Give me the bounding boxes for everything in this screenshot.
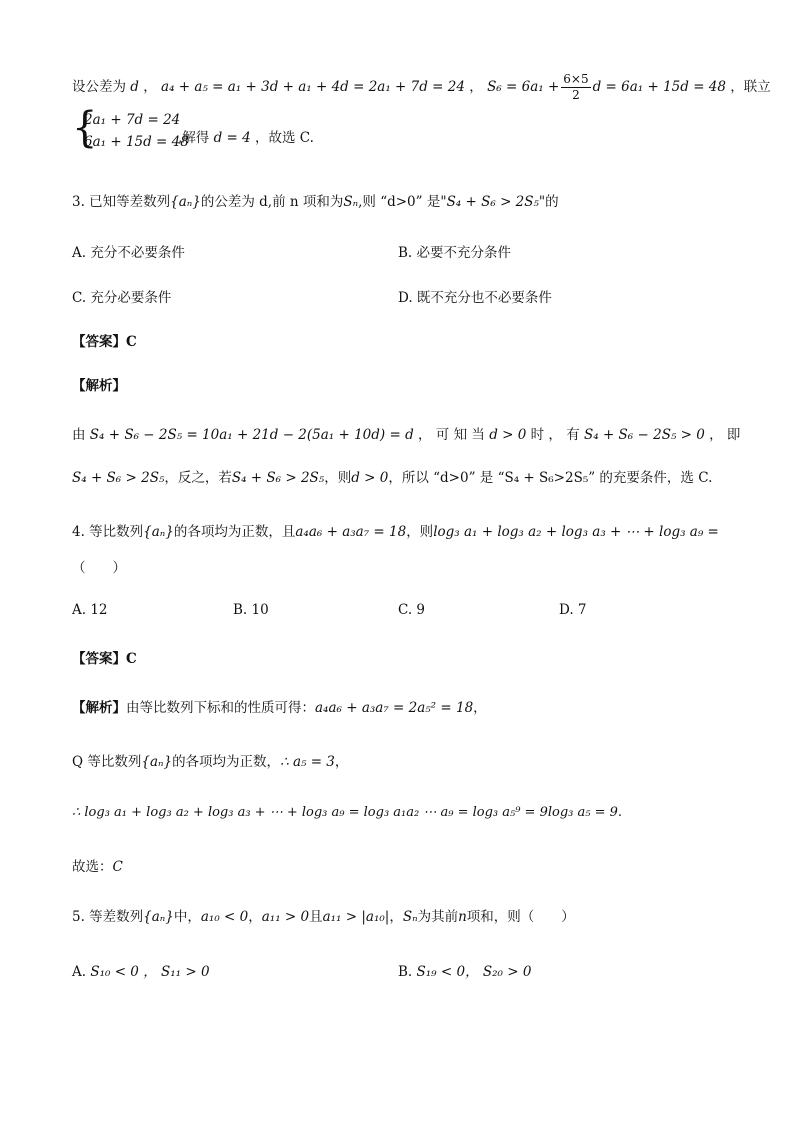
math-equation: S₄ + S₆ − 2S₅ > 0	[584, 427, 705, 443]
math-inequality: a₁₀ < 0	[200, 909, 249, 925]
option-b	[398, 960, 531, 980]
text: ，则	[406, 524, 434, 540]
text: 由等比数列下标和的性质可得：	[126, 700, 315, 716]
text: 的公差为 d,前 n 项和为	[200, 194, 344, 210]
text: ，则	[324, 470, 352, 486]
choice-line	[72, 855, 123, 875]
text: 设公差为	[72, 79, 126, 95]
option-c: C. 充分必要条件	[72, 290, 172, 306]
text: 项和，则（ ）	[466, 909, 575, 925]
analysis-label: 【解析】	[72, 378, 126, 394]
math-n: n	[458, 909, 467, 925]
text: 5. 等差数列	[72, 909, 144, 925]
analysis-line-2	[72, 466, 712, 486]
text: ，	[473, 700, 487, 716]
text: ，所以 “d>0” 是 “S₄ + S₆>2S₅” 的充要条件，选 C.	[388, 470, 713, 486]
option-label: A.	[72, 964, 87, 980]
option-a	[72, 960, 210, 980]
text: ，	[248, 909, 262, 925]
math-log-sum: log₃ a₁ + log₃ a₂ + log₃ a₃ + ⋯ + log₃ a₉ =	[433, 524, 719, 540]
fraction-numerator: 6×5	[563, 72, 589, 86]
math-sequence: {aₙ}	[141, 754, 173, 770]
analysis-line-2	[72, 750, 348, 770]
text: "的	[538, 194, 559, 210]
text: Q 等比数列	[72, 754, 142, 770]
text: 且	[309, 909, 323, 925]
math-sequence: {aₙ}	[143, 909, 174, 925]
math-sn: Sₙ	[402, 909, 418, 925]
math-equation: S₄ + S₆ > 2S₅	[231, 470, 325, 486]
math-inequality: a₁₁ > |a₁₀|	[322, 909, 390, 925]
math-equation: ∴ a₅ = 3	[280, 754, 335, 770]
option-a: A. 12	[72, 602, 108, 618]
text: ， 可 知 当	[418, 427, 485, 443]
math-sequence: {aₙ}	[170, 194, 201, 210]
math-inequality: a₁₁ > 0	[261, 909, 310, 925]
math-sequence: {aₙ}	[143, 524, 174, 540]
solution-line-2	[178, 126, 314, 146]
math-equation: a₄ + a₅ = a₁ + 3d + a₁ + 4d = 2a₁ + 7d = 24	[161, 79, 465, 95]
question-4-stem	[72, 520, 719, 540]
text: ,则 “d>0” 是"	[358, 194, 447, 210]
math-equation: S₄ + S₆ > 2S₅	[72, 470, 165, 486]
text: ，故选 C.	[255, 130, 314, 146]
math-equation: a₄a₆ + a₃a₇ = 18	[295, 524, 407, 540]
text: ，联立	[730, 79, 771, 95]
option-b: B. 10	[233, 602, 269, 618]
math-equation: d > 0	[351, 470, 389, 486]
brace: {	[72, 103, 98, 153]
math-option: S₁₉ < 0， S₂₀ > 0	[416, 964, 532, 980]
math-option: S₁₀ < 0 ， S₁₁ > 0	[90, 964, 210, 980]
text: ， 即	[709, 427, 741, 443]
text: 3. 已知等差数列	[72, 194, 171, 210]
math-sn: Sₙ	[343, 194, 359, 210]
analysis-line-1	[72, 696, 487, 716]
option-d: D. 既不充分也不必要条件	[398, 290, 552, 306]
question-5-stem	[72, 905, 575, 925]
option-b: B. 必要不充分条件	[398, 245, 512, 261]
text: 时 ， 有	[530, 427, 580, 443]
text: ，反之，若	[164, 470, 232, 486]
answer-label: 【答案】C	[72, 334, 137, 350]
math-equation: d = 6a₁ + 15d = 48	[592, 79, 726, 95]
analysis-label: 【解析】	[72, 700, 126, 716]
solution-line-1	[72, 72, 771, 103]
text: ，	[389, 909, 403, 925]
analysis-line-1	[72, 423, 740, 443]
option-c: C. 9	[398, 602, 426, 618]
analysis-line-3: ∴ log₃ a₁ + log₃ a₂ + log₃ a₃ + ⋯ + log₃ a₉ = log₃ a₁a₂ ⋯ a₉ = log₃ a₅⁹ = 9log₃ a₅ = 9.	[72, 805, 623, 820]
fraction-denominator: 2	[572, 88, 580, 102]
system-row-1: 2a₁ + 7d = 24	[84, 112, 181, 128]
text: 4. 等比数列	[72, 524, 144, 540]
answer-label: 【答案】C	[72, 651, 137, 667]
math-d: d	[130, 79, 139, 95]
text: 的各项均为正数，	[172, 754, 281, 770]
text: 中，	[173, 909, 201, 925]
math-equation: S₆ = 6a₁ +	[487, 79, 560, 95]
text: ，	[469, 79, 483, 95]
question-3-stem	[72, 190, 559, 210]
text: 由	[72, 427, 86, 443]
question-4-paren: （ ）	[72, 560, 126, 576]
math-equation: S₄ + S₆ − 2S₅ = 10a₁ + 21d − 2(5a₁ + 10d) = d	[89, 427, 414, 443]
option-d: D. 7	[559, 602, 587, 618]
fraction	[561, 72, 590, 103]
option-label: B.	[398, 964, 413, 980]
math-condition: d > 0	[489, 427, 527, 443]
text: ，	[143, 79, 157, 95]
math-inequality: S₄ + S₆ > 2S₅	[446, 194, 539, 210]
math-equation: a₄a₆ + a₃a₇ = 2a₅² = 18	[315, 700, 474, 716]
text: ,解得	[178, 130, 210, 146]
text: 的各项均为正数，且	[173, 524, 296, 540]
math-equation: d = 4	[213, 130, 251, 146]
option-a: A. 充分不必要条件	[72, 245, 185, 261]
math-choice: C	[112, 859, 123, 875]
system-row-2: 6a₁ + 15d = 48	[84, 134, 189, 150]
text: 为其前	[417, 909, 459, 925]
text: ，	[334, 754, 349, 770]
text: 故选：	[72, 859, 113, 875]
